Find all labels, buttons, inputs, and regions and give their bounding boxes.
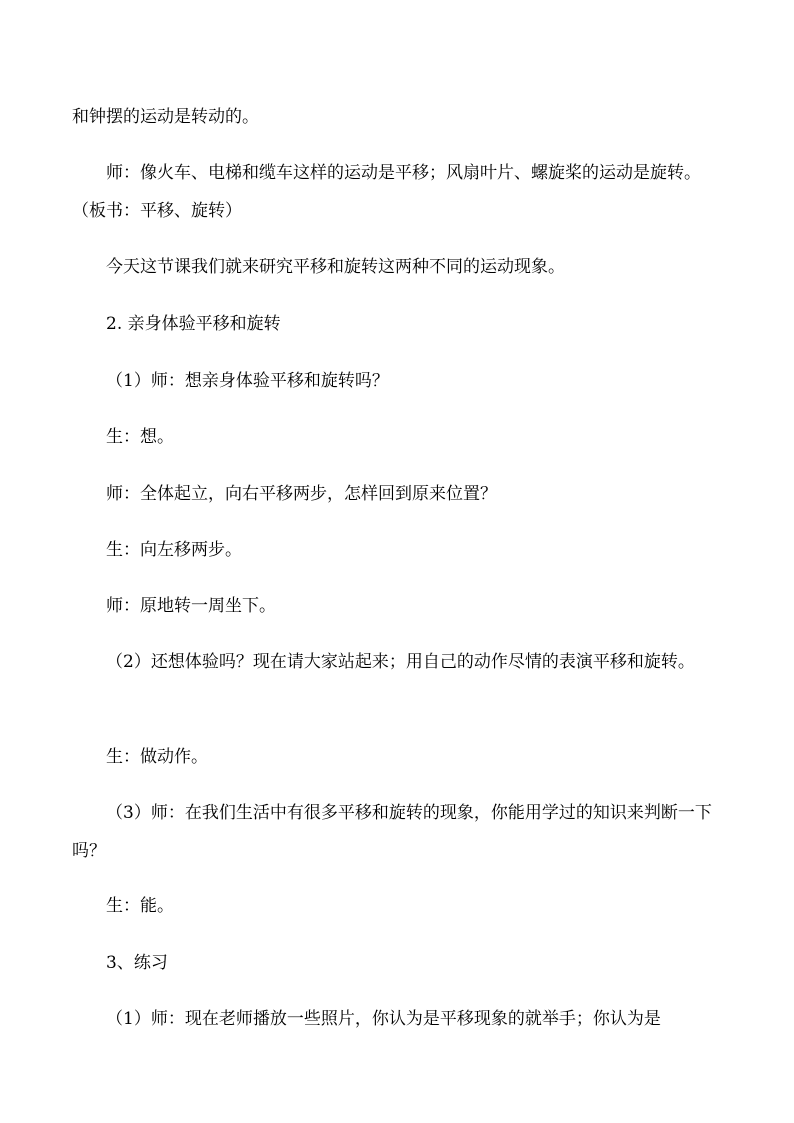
paragraph-step-2: （2）还想体验吗？现在请大家站起来；用自己的动作尽情的表演平移和旋转。	[106, 652, 695, 672]
paragraph-teacher-instruction-1: 师：全体起立，向右平移两步，怎样回到原来位置？	[106, 484, 497, 504]
paragraph-student-answer-1: 生：想。	[106, 427, 174, 447]
paragraph-step-1: （1）师：想亲身体验平移和旋转吗？	[106, 371, 389, 391]
paragraph-teacher-instruction-2: 师：原地转一周坐下。	[106, 596, 276, 616]
section-heading-experience: 2. 亲身体验平移和旋转	[106, 314, 281, 334]
paragraph-today-topic: 今天这节课我们就来研究平移和旋转这两种不同的运动现象。	[106, 257, 565, 277]
section-heading-practice: 3、练习	[106, 953, 168, 973]
paragraph-student-answer-3: 生：能。	[106, 896, 174, 916]
paragraph-student-answer-2: 生：向左移两步。	[106, 540, 242, 560]
paragraph-teacher-translation-rotation: 师：像火车、电梯和缆车这样的运动是平移；风扇叶片、螺旋桨的运动是旋转。（板书：平移、旋转）	[72, 163, 701, 221]
paragraph-practice-1: （1）师：现在老师播放一些照片，你认为是平移现象的就举手；你认为是	[106, 1009, 661, 1029]
paragraph-intro-continued: 和钟摆的运动是转动的。	[72, 107, 259, 127]
paragraph-student-action: 生：做动作。	[106, 747, 208, 767]
paragraph-step-3: （3）师：在我们生活中有很多平移和旋转的现象，你能用学过的知识来判断一下吗？	[72, 803, 712, 861]
